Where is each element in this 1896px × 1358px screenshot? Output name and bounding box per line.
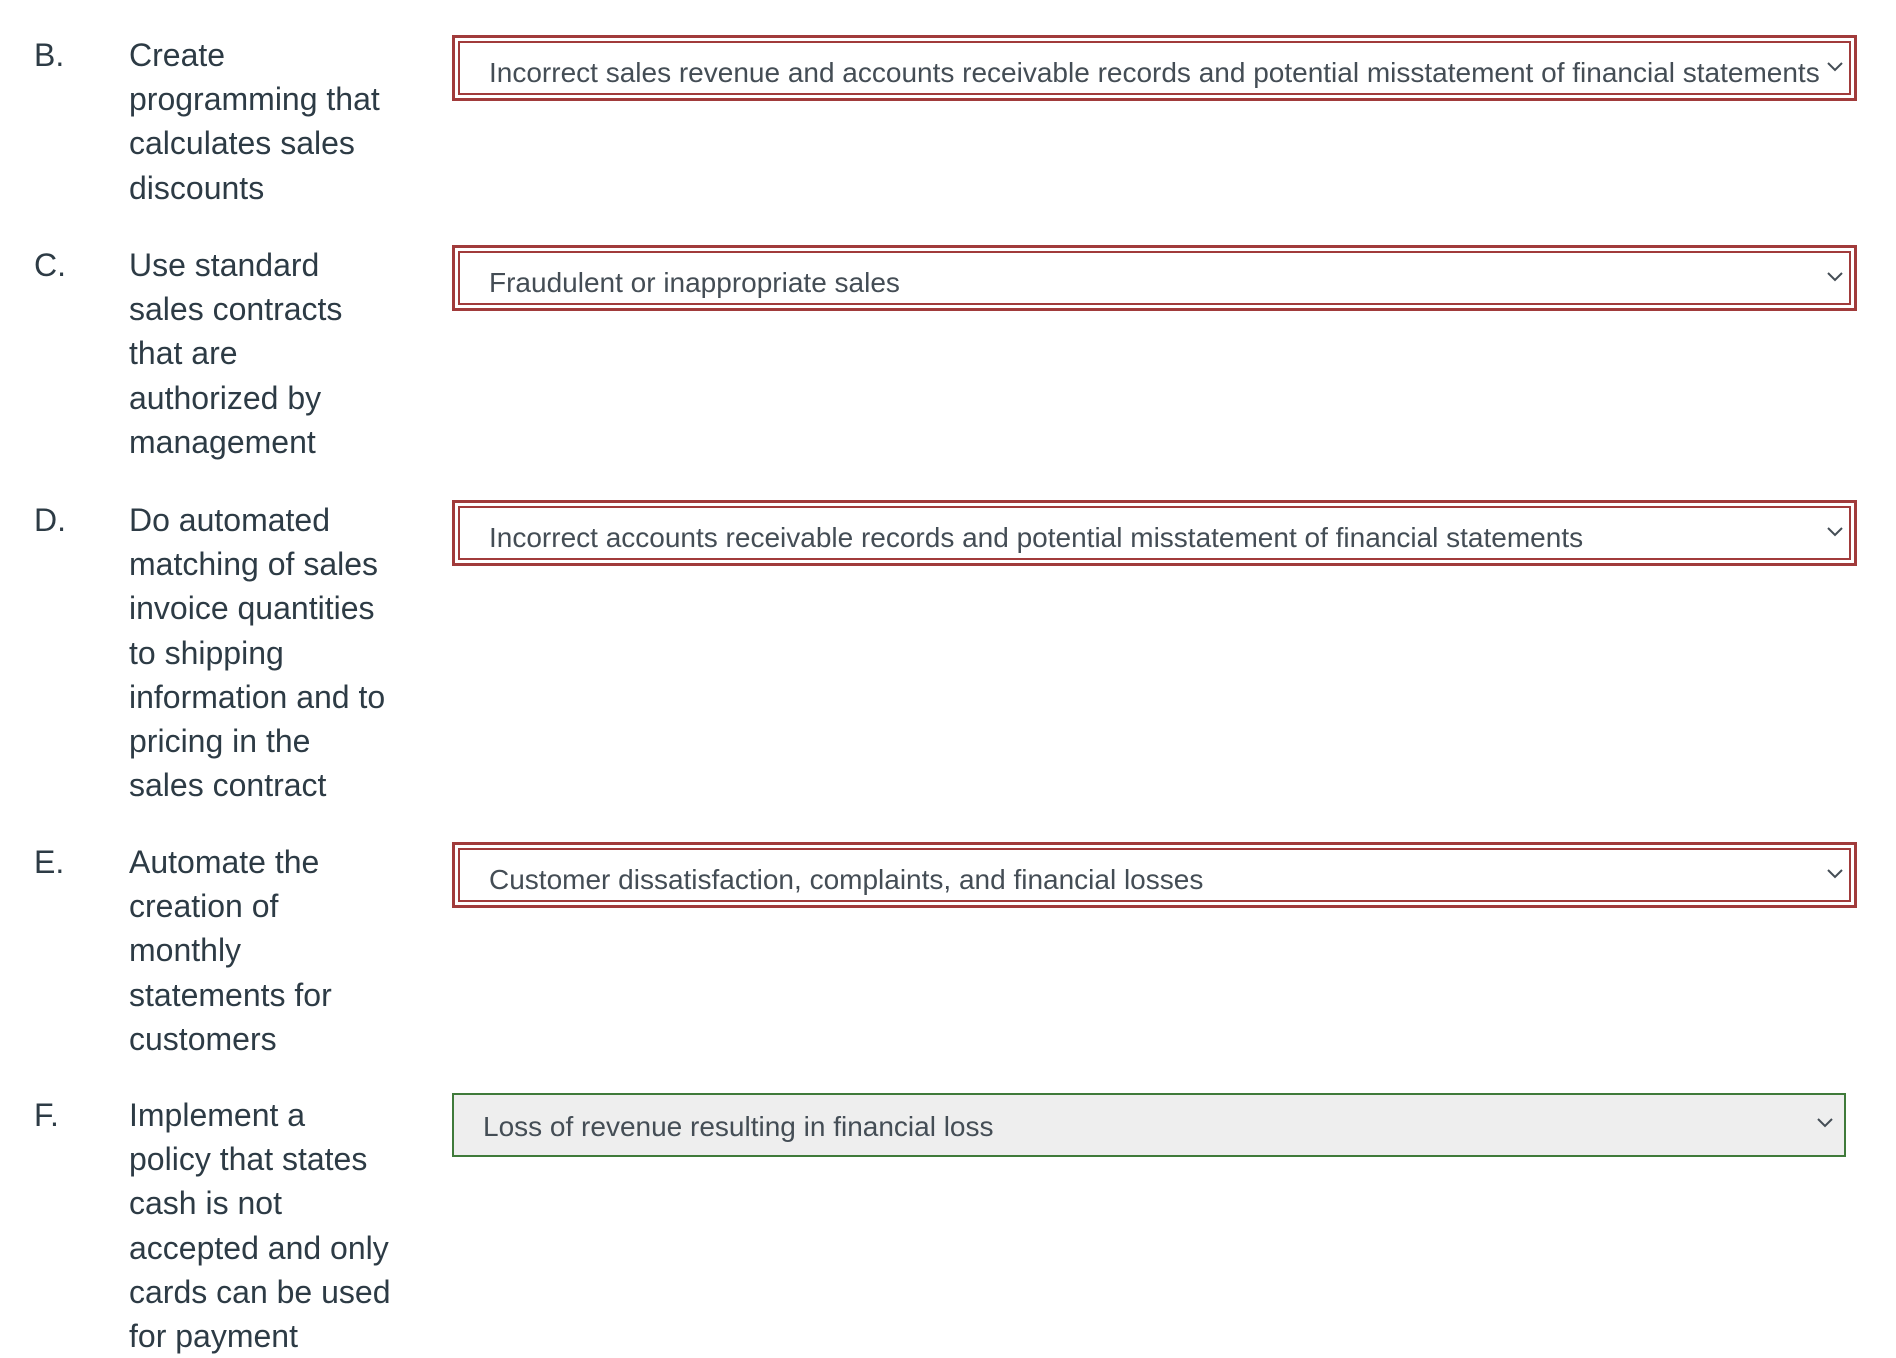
answer-dropdown-b[interactable] <box>452 35 1857 101</box>
row-description: Automate the creation of monthly statements for customers <box>129 844 332 1057</box>
row-letter: F. <box>34 1097 59 1133</box>
row-description: Implement a policy that states cash is not accepted and only cards can be used for payment <box>129 1097 391 1355</box>
dropdown-selected-value: Loss of revenue resulting in financial loss <box>483 1111 994 1142</box>
row-description: Use standard sales contracts that are authorized by management <box>129 247 343 460</box>
chevron-down-icon <box>1826 865 1844 883</box>
row-description: Create programming that calculates sales discounts <box>129 37 380 206</box>
dropdown-selected-value: Fraudulent or inappropriate sales <box>489 267 900 298</box>
chevron-down-icon <box>1826 523 1844 541</box>
answer-dropdown-f[interactable] <box>452 1093 1846 1157</box>
answer-dropdown-e[interactable] <box>452 842 1857 908</box>
row-letter: C. <box>34 247 66 283</box>
dropdown-selected-value: Incorrect sales revenue and accounts receivable records and potential misstatement of financial statements <box>489 57 1820 88</box>
chevron-down-icon <box>1826 268 1844 286</box>
chevron-down-icon <box>1816 1114 1834 1132</box>
chevron-down-icon <box>1826 58 1844 76</box>
dropdown-selected-value: Incorrect accounts receivable records and potential misstatement of financial statements <box>489 522 1584 553</box>
answer-dropdown-d[interactable] <box>452 500 1857 566</box>
row-letter: B. <box>34 37 65 73</box>
answer-dropdown-c[interactable] <box>452 245 1857 311</box>
dropdown-selected-value: Customer dissatisfaction, complaints, and financial losses <box>489 864 1204 895</box>
row-letter: D. <box>34 502 66 538</box>
row-description: Do automated matching of sales invoice quantities to shipping information and to pricing in the sales contract <box>129 502 386 804</box>
row-letter: E. <box>34 844 65 880</box>
